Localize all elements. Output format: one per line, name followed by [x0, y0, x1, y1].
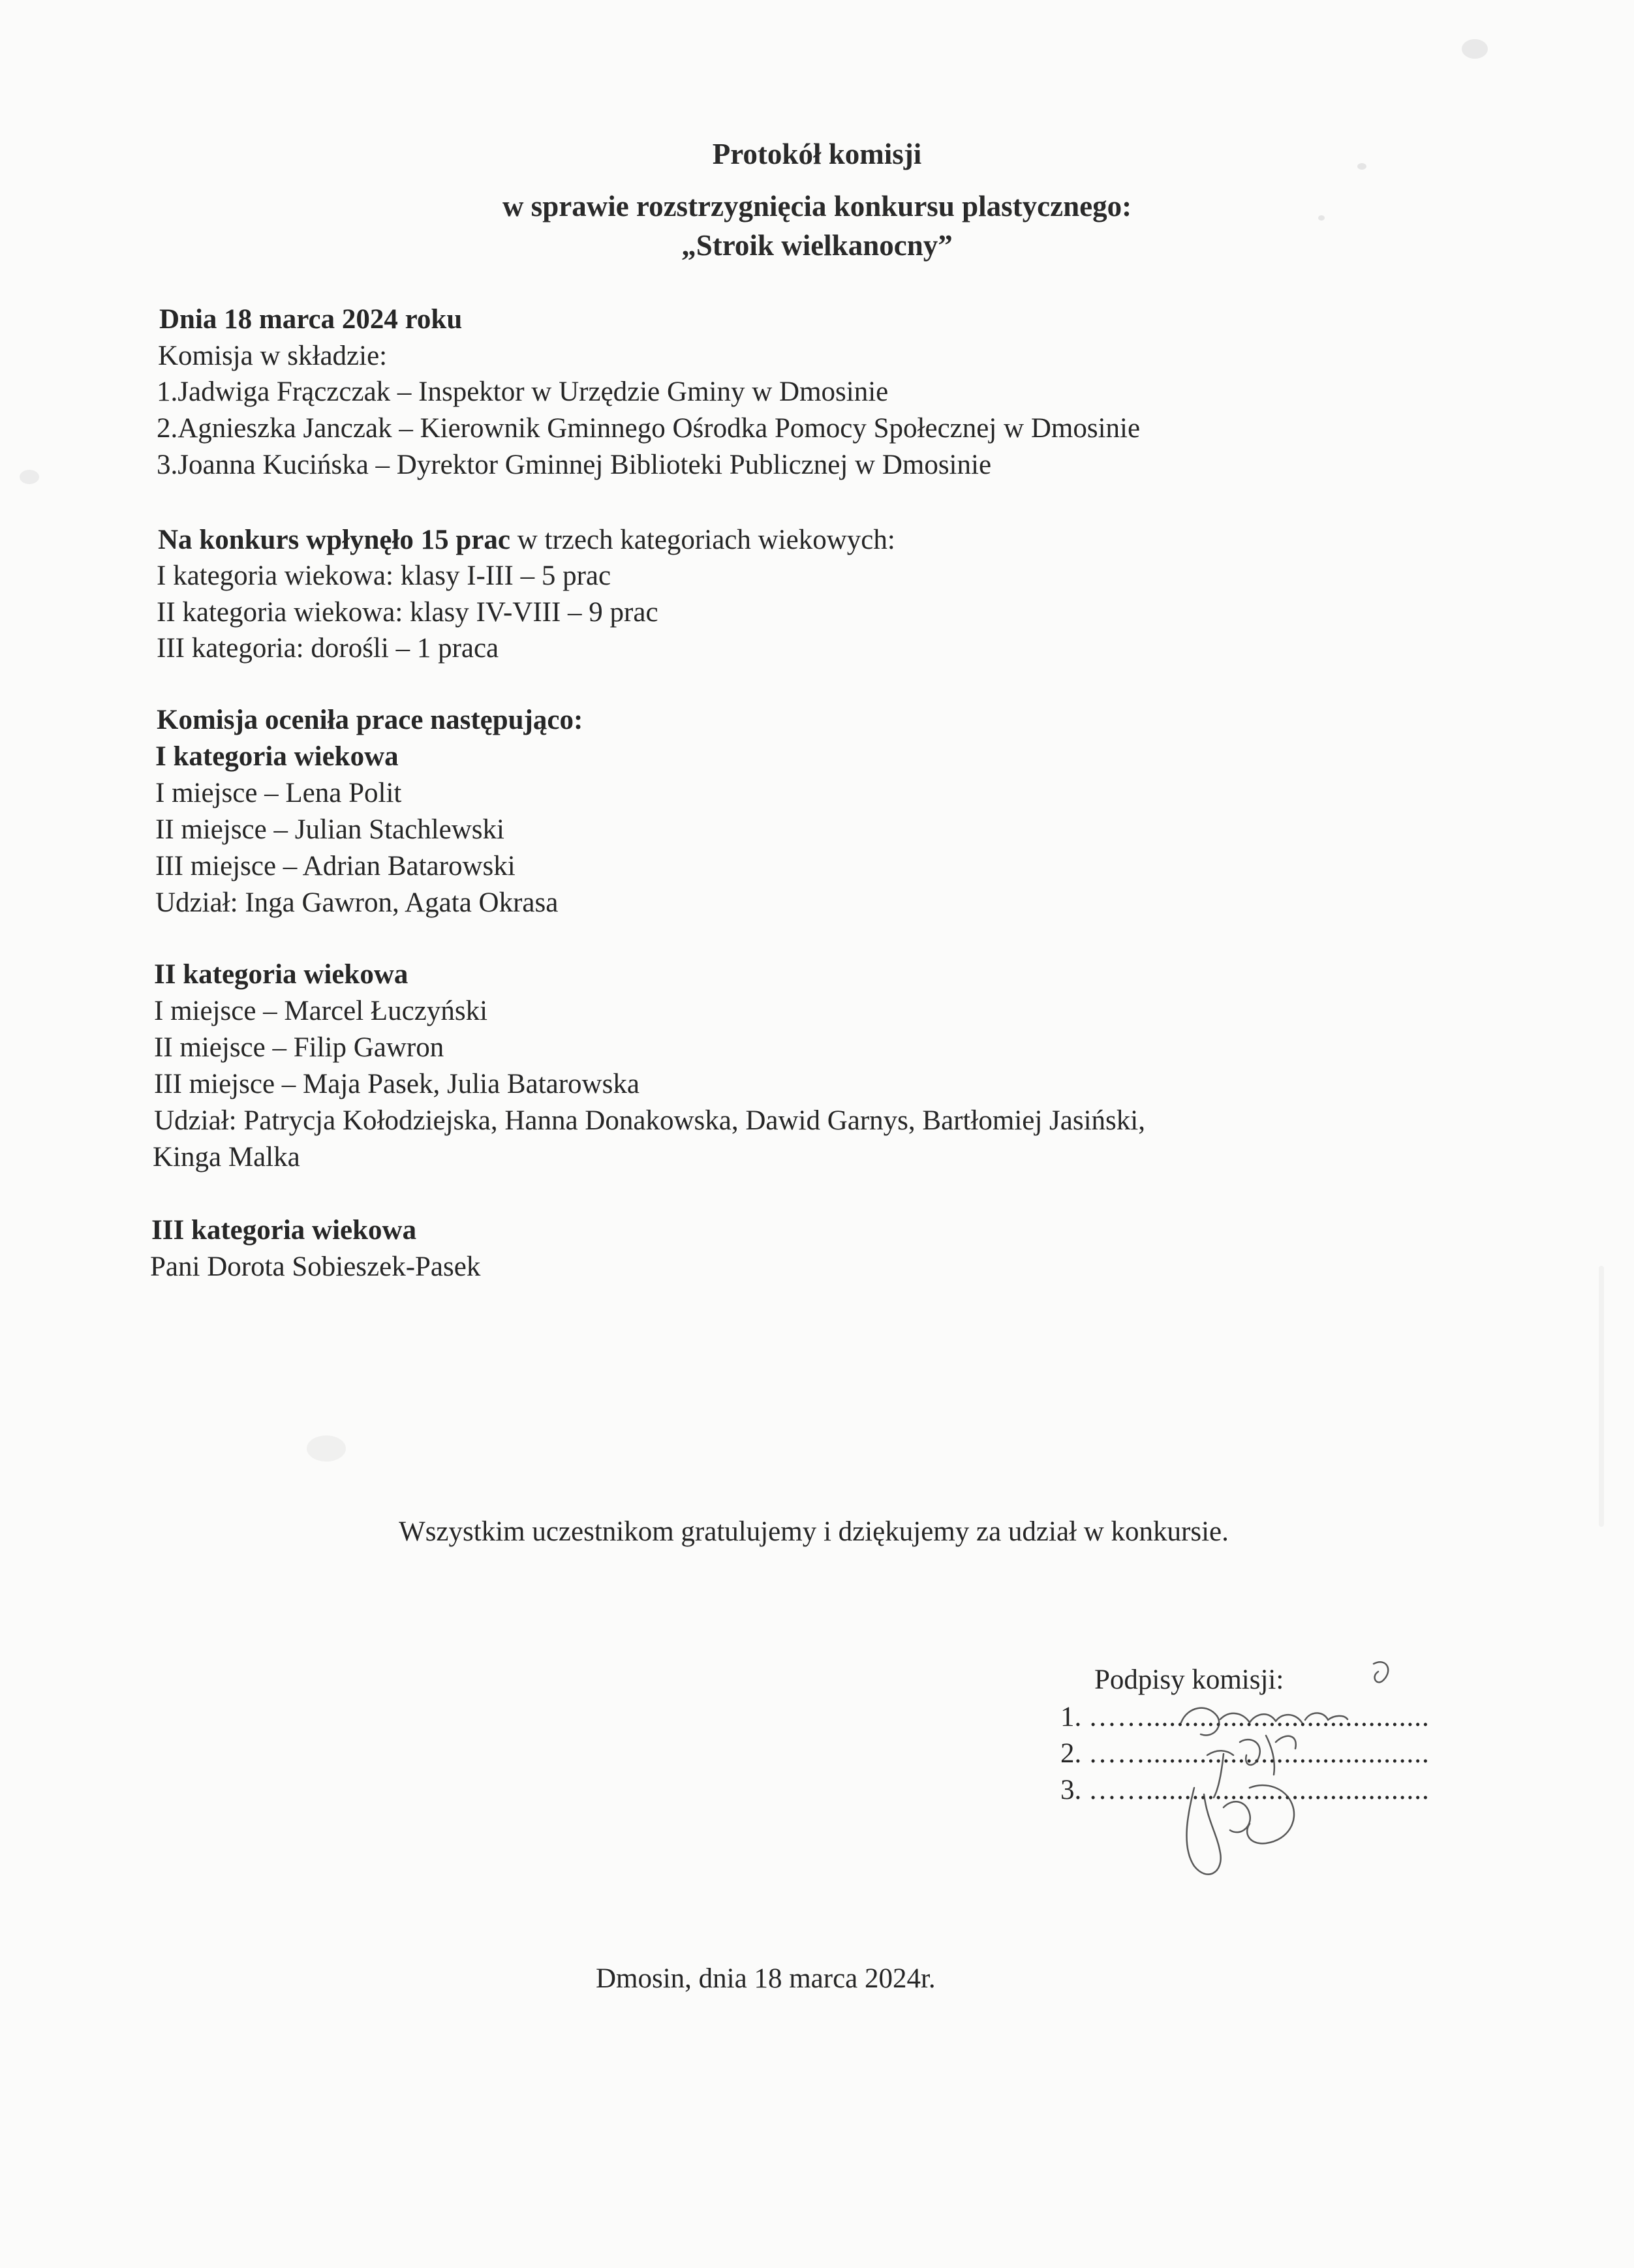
submissions-count: Na konkurs wpłynęło 15 prac: [158, 525, 510, 555]
signature-dots: …….....................................: [1088, 1702, 1430, 1732]
signature-stroke-1: [1181, 1708, 1348, 1736]
committee-label: Komisja w składzie:: [158, 341, 388, 371]
signature-stroke-2: [1207, 1736, 1296, 1798]
submission-category-1: I kategoria wiekowa: klasy I-III – 5 prac: [157, 560, 611, 591]
signature-dots: …….....................................: [1088, 1738, 1430, 1769]
committee-member-2: 2.Agnieszka Janczak – Kierownik Gminnego Ośrodka Pomocy Społecznej w Dmosinie: [157, 413, 1141, 444]
scan-speck: [1462, 39, 1488, 59]
signature-dots: …….....................................: [1088, 1775, 1430, 1805]
category-3-heading: III kategoria wiekowa: [151, 1215, 417, 1246]
category-2-place-2: II miejsce – Filip Gawron: [154, 1032, 444, 1063]
place-and-date: Dmosin, dnia 18 marca 2024r.: [596, 1963, 936, 1994]
category-2-place-3: III miejsce – Maja Pasek, Julia Batarowska: [154, 1069, 640, 1099]
submission-category-3: III kategoria: dorośli – 1 praca: [157, 633, 499, 664]
handwritten-signatures: [1109, 1657, 1410, 1905]
category-2-place-1: I miejsce – Marcel Łuczyński: [154, 996, 488, 1026]
committee-member-3: 3.Joanna Kucińska – Dyrektor Gminnej Biblioteki Publicznej w Dmosinie: [157, 450, 992, 480]
category-1-participants: Udział: Inga Gawron, Agata Okrasa: [155, 887, 559, 918]
results-heading: Komisja oceniła prace następująco:: [157, 705, 583, 735]
scan-speck: [1599, 1266, 1604, 1527]
scan-speck: [307, 1435, 346, 1462]
scan-speck: [20, 470, 39, 484]
category-1-place-3: III miejsce – Adrian Batarowski: [155, 851, 516, 881]
meeting-date: Dnia 18 marca 2024 roku: [159, 304, 463, 335]
category-3-winner: Pani Dorota Sobieszek-Pasek: [150, 1251, 481, 1282]
closing-statement: Wszystkim uczestnikom gratulujemy i dziękujemy za udział w konkursie.: [399, 1516, 1229, 1547]
category-1-place-1: I miejsce – Lena Polit: [155, 778, 402, 808]
document-title-line-3: „Stroik wielkanocny”: [681, 229, 953, 262]
document-title-line-1: Protokół komisji: [712, 138, 922, 170]
signature-stroke-loop: [1374, 1662, 1388, 1682]
signature-stroke-3: [1186, 1785, 1294, 1874]
category-1-heading: I kategoria wiekowa: [155, 741, 399, 772]
category-1-place-2: II miejsce – Julian Stachlewski: [155, 814, 504, 845]
category-2-heading: II kategoria wiekowa: [154, 959, 408, 990]
submission-category-2: II kategoria wiekowa: klasy IV-VIII – 9 prac: [157, 597, 658, 628]
submissions-summary: [158, 522, 895, 559]
category-2-participants-cont: Kinga Malka: [153, 1142, 300, 1172]
document-title-line-2: w sprawie rozstrzygnięcia konkursu plastycznego:: [502, 190, 1132, 222]
category-2-participants: Udział: Patrycja Kołodziejska, Hanna Donakowska, Dawid Garnys, Bartłomiej Jasiński,: [154, 1105, 1145, 1136]
committee-member-1: 1.Jadwiga Frączczak – Inspektor w Urzędzie Gminy w Dmosinie: [157, 376, 889, 407]
signature-number: 2.: [1060, 1738, 1082, 1769]
signature-number: 1.: [1060, 1702, 1082, 1732]
submissions-summary-rest: w trzech kategoriach wiekowych:: [510, 525, 895, 555]
signatures-label: Podpisy komisji:: [1094, 1664, 1284, 1695]
signature-number: 3.: [1060, 1775, 1082, 1805]
